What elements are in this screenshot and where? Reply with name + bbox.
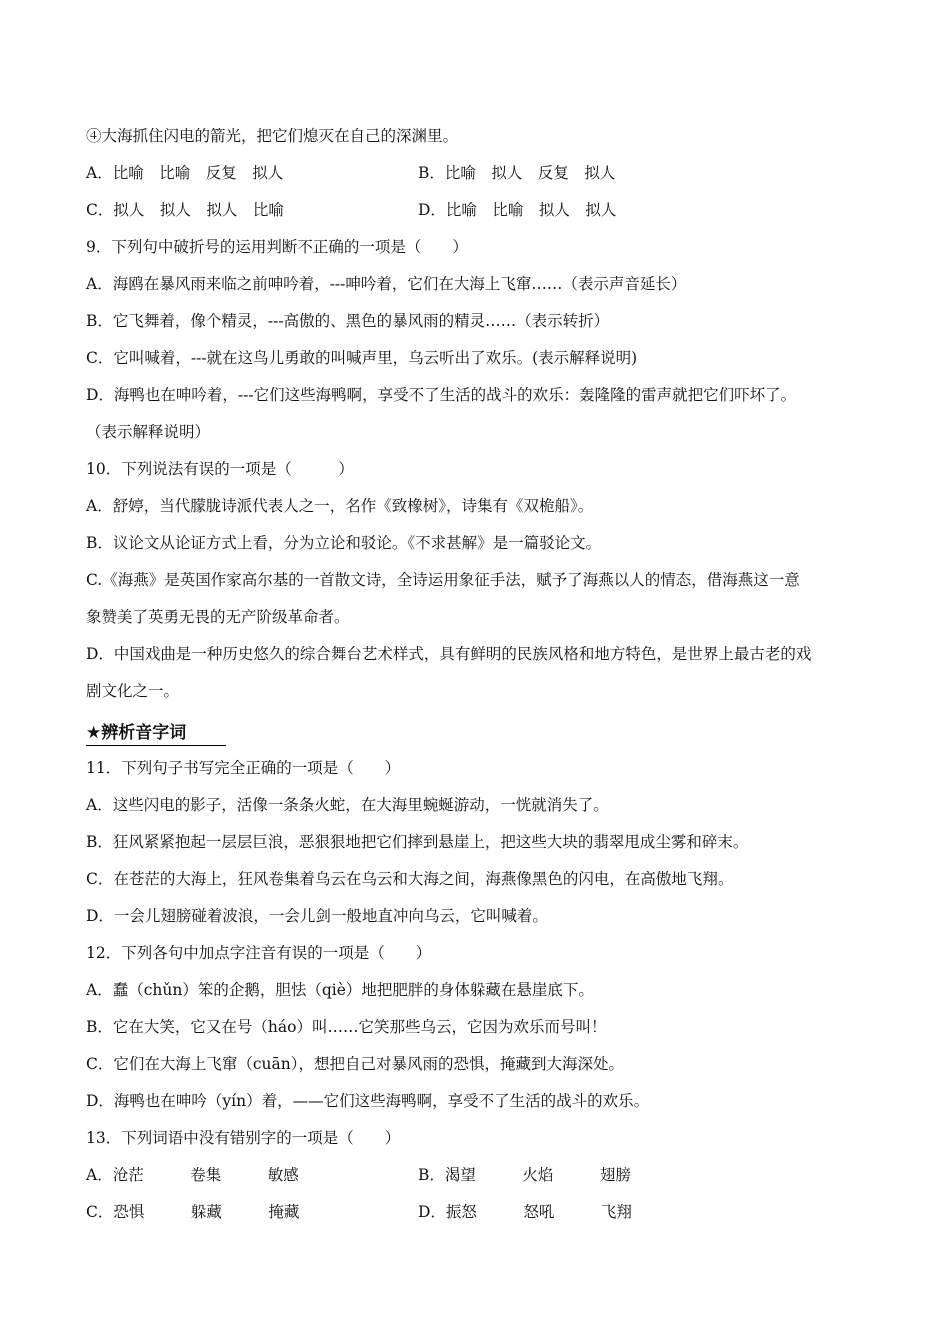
q11-option-b[interactable]: B．狂风紧紧抱起一层层巨浪，恶狠狠地把它们摔到悬崖上，把这些大块的翡翠甩成尘雾和碎末。 <box>86 833 749 851</box>
question-10: 10．下列说法有误的一项是（ ） <box>86 460 354 478</box>
q11-option-a[interactable]: A．这些闪电的影子，活像一条条火蛇，在大海里蜿蜒游动，一恍就消失了。 <box>86 796 609 814</box>
q13-option-c[interactable]: C．恐惧 躲藏 掩藏 <box>86 1203 300 1221</box>
question-13: 13．下列词语中没有错别字的一项是（ ） <box>86 1129 401 1147</box>
q13-options-row-2 <box>86 1194 876 1231</box>
exam-page <box>86 118 876 1231</box>
q13-option-a[interactable]: A．沧茫 卷集 敏感 <box>86 1166 299 1184</box>
q10-option-a[interactable]: A．舒婷，当代朦胧诗派代表人之一，名作《致橡树》，诗集有《双桅船》。 <box>86 497 594 515</box>
q11-option-d[interactable]: D．一会儿翅膀碰着波浪，一会儿剑一般地直冲向乌云，它叫喊着。 <box>86 907 548 925</box>
q12-option-b[interactable]: B．它在大笑，它又在号（háo）叫……它笑那些乌云，它因为欢乐而号叫！ <box>86 1018 607 1036</box>
question-9: 9．下列句中破折号的运用判断不正确的一项是（ ） <box>86 238 468 256</box>
q10-option-b[interactable]: B．议论文从论证方式上看，分为立论和驳论。《不求甚解》是一篇驳论文。 <box>86 534 602 552</box>
q8-option-b[interactable]: B．比喻 拟人 反复 拟人 <box>418 164 616 182</box>
q11-option-c[interactable]: C．在苍茫的大海上，狂风卷集着乌云在乌云和大海之间，海燕像黑色的闪电，在高傲地飞翔。 <box>86 870 734 888</box>
q8-options-row-1 <box>86 155 876 192</box>
q9-option-c[interactable]: C．它叫喊着，---就在这鸟儿勇敢的叫喊声里，乌云听出了欢乐。(表示解释说明) <box>86 349 638 367</box>
q10-option-d[interactable]: D．中国戏曲是一种历史悠久的综合舞台艺术样式，具有鲜明的民族风格和地方特色，是世界上最古老的戏 <box>86 645 812 663</box>
q10-option-c[interactable]: C.《海燕》是英国作家高尔基的一首散文诗，全诗运用象征手法，赋予了海燕以人的情态，借海燕这一意 <box>86 571 800 589</box>
q9-option-d-continued: （表示解释说明） <box>86 423 211 441</box>
q8-option-d[interactable]: D．比喻 比喻 拟人 拟人 <box>418 201 617 219</box>
question-12: 12．下列各句中加点字注音有误的一项是（ ） <box>86 944 432 962</box>
q12-option-a[interactable]: A．蠢（chǔn）笨的企鹅，胆怯（qiè）地把肥胖的身体躲藏在悬崖底下。 <box>86 981 594 999</box>
q8-option-c[interactable]: C．拟人 拟人 拟人 比喻 <box>86 201 284 219</box>
q9-option-b[interactable]: B．它飞舞着，像个精灵，---高傲的、黑色的暴风雨的精灵……（表示转折） <box>86 312 610 330</box>
q12-option-c[interactable]: C．它们在大海上飞窜（cuān），想把自己对暴风雨的恐惧，掩藏到大海深处。 <box>86 1055 624 1073</box>
q10-option-d-continued: 剧文化之一。 <box>86 682 180 700</box>
section-title: ★辨析音字词 <box>86 721 226 746</box>
q13-option-d[interactable]: D．振怒 怒吼 飞翔 <box>418 1203 632 1221</box>
q9-option-a[interactable]: A．海鸥在暴风雨来临之前呻吟着，---呻吟着，它们在大海上飞窜……（表示声音延长） <box>86 275 687 293</box>
q12-option-d[interactable]: D．海鸭也在呻吟（yín）着，——它们这些海鸭啊，享受不了生活的战斗的欢乐。 <box>86 1092 650 1110</box>
q13-option-b[interactable]: B．渴望 火焰 翅膀 <box>418 1166 631 1184</box>
q13-options-row-1 <box>86 1157 876 1194</box>
q8-item-4: ④大海抓住闪电的箭光，把它们熄灭在自己的深渊里。 <box>86 127 459 145</box>
q8-options-row-2 <box>86 192 876 229</box>
section-header <box>86 710 876 750</box>
q10-option-c-continued: 象赞美了英勇无畏的无产阶级革命者。 <box>86 608 350 626</box>
q9-option-d[interactable]: D．海鸭也在呻吟着，---它们这些海鸭啊，享受不了生活的战斗的欢乐：轰隆隆的雷声就把它们吓坏了。 <box>86 386 797 404</box>
question-11: 11．下列句子书写完全正确的一项是（ ） <box>86 759 401 777</box>
q8-option-a[interactable]: A．比喻 比喻 反复 拟人 <box>86 164 284 182</box>
